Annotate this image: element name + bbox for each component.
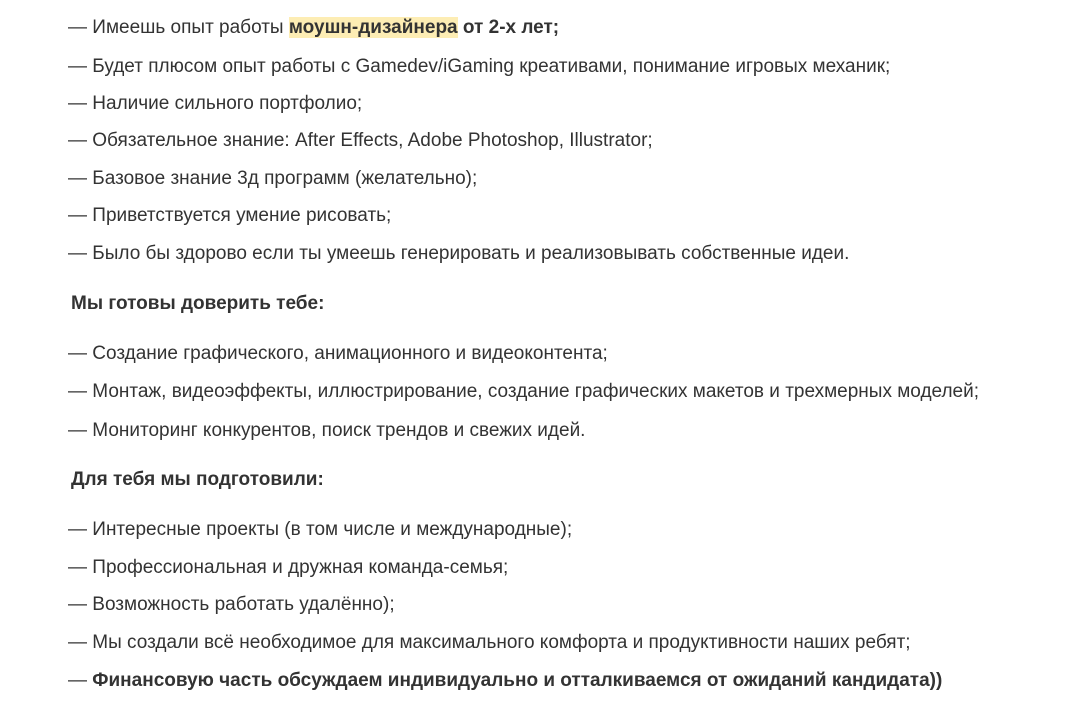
dash: —	[68, 594, 87, 615]
dash: —	[68, 17, 87, 38]
benefit-item	[68, 630, 911, 656]
benefit-text: Мы создали всё необходимое для максимального комфорта и продуктивности наших ребят;	[92, 632, 911, 653]
dash: —	[68, 343, 87, 364]
benefit-item	[68, 517, 572, 543]
requirement-text: Будет плюсом опыт работы с Gamedev/iGaming креативами, понимание игровых механик;	[92, 56, 891, 77]
highlighted-role: моушн-дизайнера	[288, 17, 458, 38]
duty-item	[68, 418, 585, 444]
dash: —	[68, 519, 87, 540]
requirement-item	[68, 203, 391, 229]
requirement-item	[68, 91, 362, 117]
duty-item	[68, 379, 979, 405]
requirement-item	[68, 54, 890, 80]
dash: —	[68, 632, 87, 653]
requirement-text: Имеешь опыт работы	[92, 17, 289, 38]
requirement-text: Обязательное знание: After Effects, Adobe Photoshop, Illustrator;	[92, 130, 653, 151]
benefit-text: Интересные проекты (в том числе и международные);	[92, 519, 573, 540]
requirement-text: Было бы здорово если ты умеешь генерировать и реализовывать собственные идеи.	[92, 243, 850, 264]
dash: —	[68, 670, 87, 691]
requirement-text: Базовое знание 3д программ (желательно);	[92, 168, 478, 189]
requirement-item	[68, 241, 849, 267]
dash: —	[68, 205, 87, 226]
dash: —	[68, 557, 87, 578]
dash: —	[68, 56, 87, 77]
dash: —	[68, 381, 87, 402]
salary-text: Финансовую часть обсуждаем индивидуально и отталкиваемся от ожиданий кандидата))	[92, 670, 943, 691]
dash: —	[68, 243, 87, 264]
dash: —	[68, 168, 87, 189]
duty-text: Мониторинг конкурентов, поиск трендов и свежих идей.	[92, 420, 586, 441]
requirement-item	[68, 15, 559, 41]
requirement-item	[68, 128, 653, 154]
dash: —	[68, 130, 87, 151]
benefit-text: Профессиональная и дружная команда-семья;	[92, 557, 509, 578]
dash: —	[68, 420, 87, 441]
benefits-heading: Для тебя мы подготовили:	[71, 469, 324, 490]
duties-heading: Мы готовы доверить тебе:	[71, 293, 325, 314]
benefit-item-salary	[68, 668, 942, 694]
duty-text: Монтаж, видеоэффекты, иллюстрирование, создание графических макетов и трехмерных моделей;	[92, 381, 980, 402]
dash: —	[68, 93, 87, 114]
benefit-item	[68, 555, 508, 581]
experience-years: от 2-х лет;	[457, 17, 560, 38]
benefit-text: Возможность работать удалённо);	[92, 594, 395, 615]
requirement-item	[68, 166, 477, 192]
duty-item	[68, 341, 608, 367]
requirement-text: Наличие сильного портфолио;	[92, 93, 363, 114]
benefit-item	[68, 592, 395, 618]
requirement-text: Приветствуется умение рисовать;	[92, 205, 392, 226]
duty-text: Создание графического, анимационного и видеоконтента;	[92, 343, 608, 364]
